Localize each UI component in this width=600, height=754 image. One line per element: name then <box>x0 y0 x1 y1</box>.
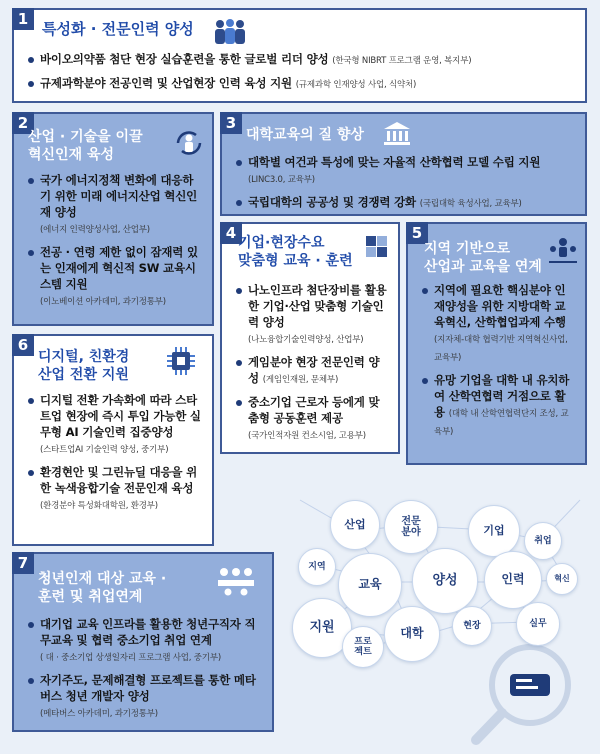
list-item: 대기업 교육 인프라를 활용한 청년구직자 직무교육 및 협력 중소기업 취업 연계 ( 대 · 중소기업 상생일자리 프로그램 사업, 중기부) <box>26 616 262 666</box>
keyword-bubble: 산업 <box>330 500 380 550</box>
section-2-panel <box>12 112 214 326</box>
section-number: 1 <box>12 8 34 30</box>
keyword-bubble: 실무 <box>516 602 560 646</box>
institution-building-icon <box>382 120 412 146</box>
keyword-bubble: 지원 <box>292 598 352 658</box>
puzzle-hand-icon <box>362 232 392 262</box>
microchip-icon <box>164 344 198 378</box>
people-group-icon <box>210 18 250 46</box>
section-7-panel <box>12 552 274 732</box>
keyword-bubble: 취업 <box>524 522 562 560</box>
list-item: 유망 기업을 대학 내 유치하여 산학연협력 거점으로 활용 (대학 내 산학연협력단지 조성, 교육부) <box>420 372 575 440</box>
list-item: 국가 에너지정책 변화에 대응하기 위한 미래 에너지산업 혁신인재 양성 (에너지 인력양성사업, 산업부) <box>26 172 202 238</box>
section-6-panel <box>12 334 214 546</box>
section-number: 7 <box>12 552 34 574</box>
list-item: 중소기업 근로자 등에게 맞춤형 공동훈련 제공 (국가인적자원 컨소시엄, 고용부) <box>234 394 388 444</box>
section-title: 산업 · 기술을 이끌 혁신인재 육성 <box>28 129 143 163</box>
person-growth-icon <box>172 126 206 160</box>
list-item: 디지털 전환 가속화에 따라 스타트업 현장에 즉시 투입 가능한 실무형 AI 기술인력 집중양성 (스타트업AI 기술인력 양성, 중기부) <box>26 392 202 458</box>
keyword-bubble: 전문 분야 <box>384 500 438 554</box>
section-number: 2 <box>12 112 34 134</box>
section-1-panel <box>12 8 587 103</box>
keyword-bubble: 양성 <box>412 548 478 614</box>
section-4-panel <box>220 222 400 454</box>
list-item: 대학별 여건과 특성에 맞는 자율적 산학협력 모델 수립 지원 (LINC3.0, 교육부) <box>234 154 575 188</box>
list-item: 게임분야 현장 전문인력 양성 (게임인재원, 문체부) <box>234 354 388 388</box>
network-people-icon <box>546 232 580 266</box>
keyword-bubble: 대학 <box>384 606 440 662</box>
keyword-bubble: 인력 <box>484 551 542 609</box>
list-item: 바이오의약품 첨단 현장 실습훈련을 통한 글로벌 리더 양성 (한국형 NIBRT 프로그램 운영, 복지부) <box>26 51 575 69</box>
keyword-bubble: 지역 <box>298 548 336 586</box>
keyword-bubble: 프로 젝트 <box>342 626 384 668</box>
list-item: 전공 · 연령 제한 없이 잠재력 있는 인재에게 혁신적 SW 교육시스템 지원 (이노베이션 아카데미, 과기정통부) <box>26 244 202 310</box>
meeting-table-icon <box>214 566 258 600</box>
section-3-panel <box>220 112 587 216</box>
section-title: 청년인재 대상 교육 · 훈련 및 취업연계 <box>38 571 167 605</box>
list-item: 환경현안 및 그린뉴딜 대응을 위한 녹색융합기술 전문인재 육성 (환경분야 특성화대학원, 환경부) <box>26 464 202 514</box>
section-title: 특성화 · 전문인력 양성 <box>42 20 194 38</box>
magnifier-icon <box>476 647 568 740</box>
keyword-bubble: 혁신 <box>546 563 578 595</box>
list-item: 국립대학의 공공성 및 경쟁력 강화 (국립대학 육성사업, 교육부) <box>234 194 575 212</box>
section-number: 4 <box>220 222 242 244</box>
keyword-bubble: 교육 <box>338 553 402 617</box>
section-number: 5 <box>406 222 428 244</box>
keyword-bubble: 기업 <box>468 505 520 557</box>
section-title: 지역 기반으로 산업과 교육을 연계 <box>424 241 542 275</box>
section-number: 3 <box>220 112 242 134</box>
section-number: 6 <box>12 334 34 356</box>
section-title: 대학교육의 질 향상 <box>246 127 364 143</box>
keyword-bubble: 현장 <box>452 606 492 646</box>
list-item: 지역에 필요한 핵심분야 인재양성을 위한 지방대학 교육혁신, 산학협업과제 수행 (지자체-대학 협력기반 지역혁신사업, 교육부) <box>420 282 575 366</box>
section-title: 기업·현장수요 맞춤형 교육 · 훈련 <box>238 235 353 269</box>
section-5-panel <box>406 222 587 465</box>
section-title: 디지털, 친환경 산업 전환 지원 <box>38 349 130 383</box>
list-item: 규제과학분야 전공인력 및 산업현장 인력 육성 지원 (규제과학 인재양성 사업, 식약처) <box>26 75 575 93</box>
list-item: 자기주도, 문제해결형 프로젝트를 통한 메타버스 청년 개발자 양성 (메타버스 아카데미, 과기정통부) <box>26 672 262 722</box>
list-item: 나노인프라 첨단장비를 활용한 기업·산업 맞춤형 기술인력 양성 (나노융합기술인력양성, 산업부) <box>234 282 388 348</box>
